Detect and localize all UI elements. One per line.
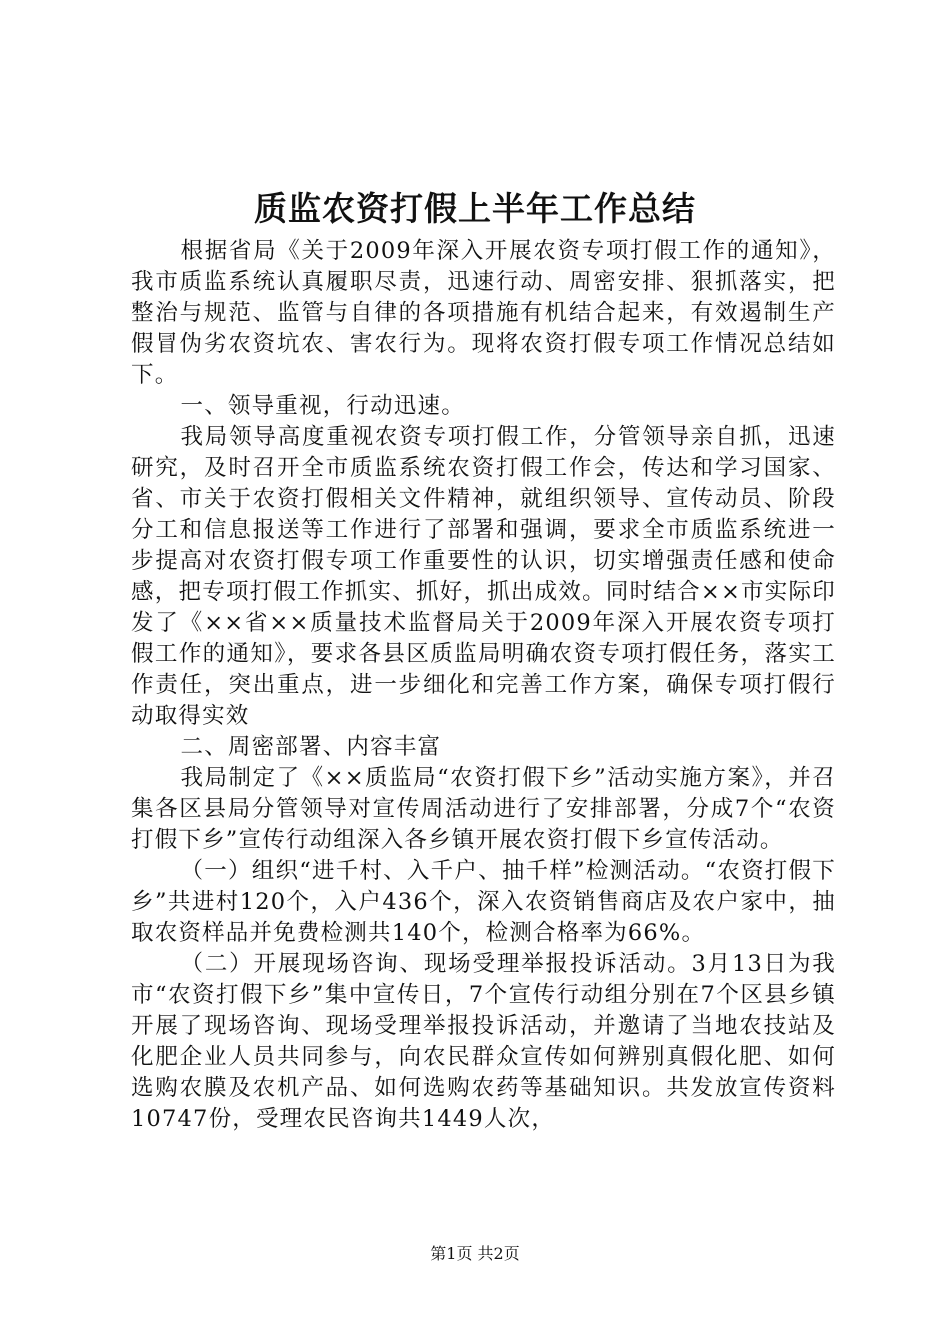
document-body <box>131 236 836 1135</box>
paragraph-section-1: 我局领导高度重视农资专项打假工作，分管领导亲自抓，迅速研究，及时召开全市质监系统农资打假工作会，传达和学习国家、省、市关于农资打假相关文件精神，就组织领导、宣传动员、阶段分工和信息报送等工作进行了部署和强调，要求全市质监系统进一步提高对农资打假专项工作重要性的认识，切实增强责任感和使命感，把专项打假工作抓实、抓好，抓出成效。同时结合××市实际印发了《××省××质量技术监督局关于2009年深入开展农资专项打假工作的通知》，要求各县区质监局明确农资专项打假任务，落实工作责任，突出重点，进一步细化和完善工作方案，确保专项打假行动取得实效 <box>131 424 836 729</box>
section-heading-1: 一、领导重视，行动迅速。 <box>180 393 465 419</box>
paragraph-subsection-2: （二）开展现场咨询、现场受理举报投诉活动。3月13日为我市“农资打假下乡”集中宣传日，7个宣传行动组分别在7个区县乡镇开展了现场咨询、现场受理举报投诉活动，并邀请了当地农技站及化肥企业人员共同参与，向农民群众宣传如何辨别真假化肥、如何选购农膜及农机产品、如何选购农药等基础知识。共发放宣传资料10747份，受理农民咨询共1449人次， <box>131 951 836 1132</box>
paragraph-section-2: 我局制定了《××质监局“农资打假下乡”活动实施方案》，并召集各区县局分管领导对宣传周活动进行了安排部署，分成7个“农资打假下乡”宣传行动组深入各乡镇开展农资打假下乡宣传活动。 <box>131 765 836 853</box>
document-title: 质监农资打假上半年工作总结 <box>254 189 696 228</box>
paragraph-subsection-1: （一）组织“进千村、入千户、抽千样”检测活动。“农资打假下乡”共进村120个，入户436个，深入农资销售商店及农户家中，抽取农资样品并免费检测共140个，检测合格率为66%。 <box>131 858 836 946</box>
page-footer: 第1页 共2页 <box>430 1244 520 1263</box>
paragraph-intro: 根据省局《关于2009年深入开展农资专项打假工作的通知》，我市质监系统认真履职尽责，迅速行动、周密安排、狠抓落实，把整治与规范、监管与自律的各项措施有机结合起来，有效遏制生产假冒伪劣农资坑农、害农行为。现将农资打假专项工作情况总结如下。 <box>131 238 836 388</box>
section-heading-2: 二、周密部署、内容丰富 <box>180 734 442 760</box>
